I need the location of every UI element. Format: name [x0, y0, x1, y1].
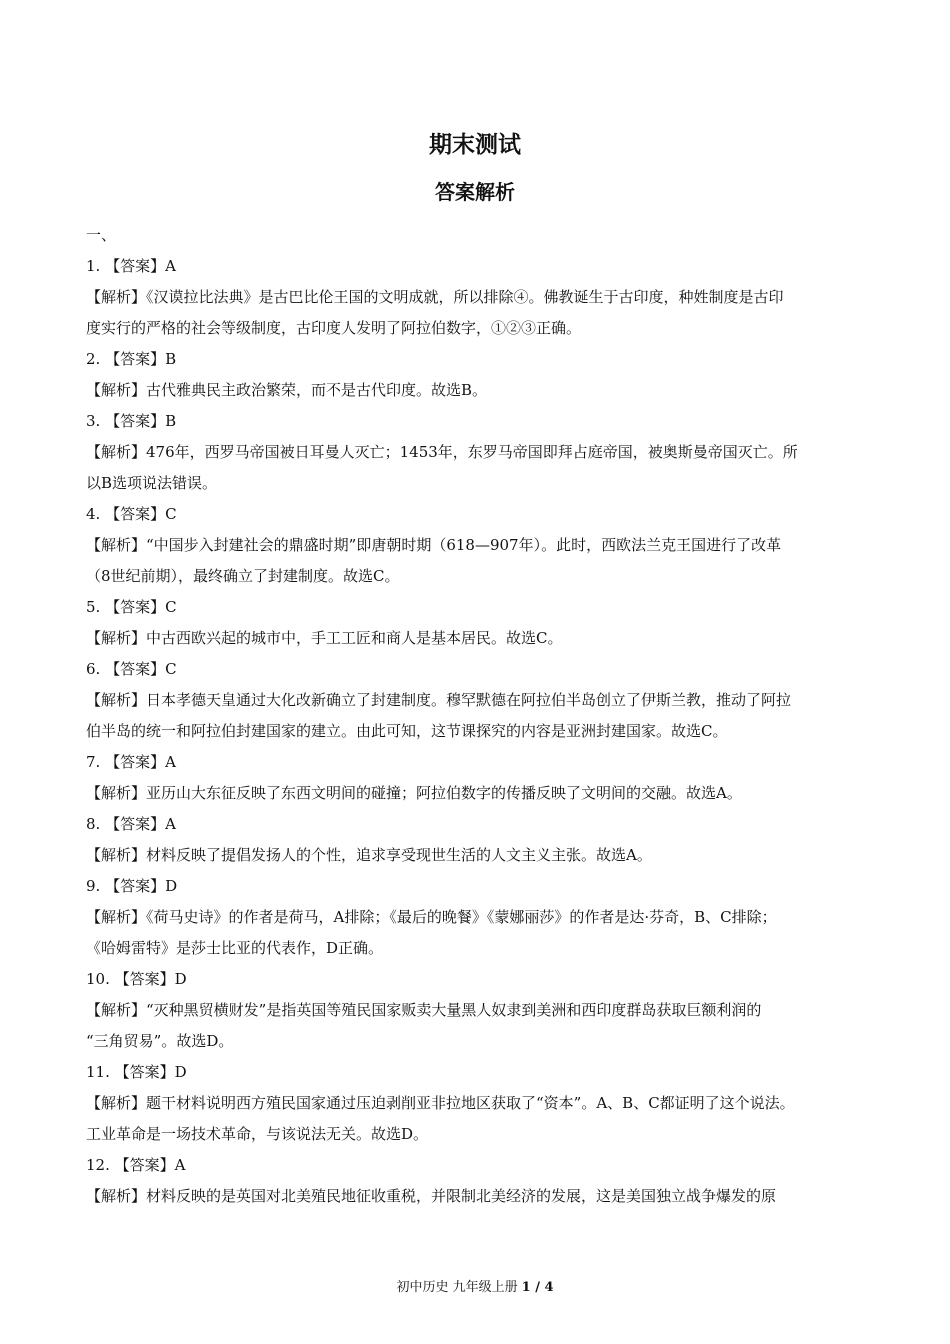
page-title: 期末测试: [429, 132, 521, 158]
answer-line: 4. 【答案】C: [86, 505, 177, 523]
analysis-line: 【解析】《荷马史诗》的作者是荷马，A排除；《最后的晚餐》《蒙娜丽莎》的作者是达·芬奇，B、C排除；: [86, 908, 777, 926]
answer-line: 8. 【答案】A: [86, 815, 176, 833]
answer-line: 11. 【答案】D: [86, 1063, 187, 1081]
analysis-line: 【解析】材料反映了提倡发扬人的个性，追求享受现世生活的人文主义主张。故选A。: [86, 846, 652, 864]
answer-line: 7. 【答案】A: [86, 753, 176, 771]
answer-body: [86, 220, 866, 1212]
analysis-line: 【解析】476年，西罗马帝国被日耳曼人灭亡；1453年，东罗马帝国即拜占庭帝国，被奥斯曼帝国灭亡。所: [86, 443, 798, 461]
analysis-line: 【解析】“灭种黑贸横财发”是指英国等殖民国家贩卖大量黑人奴隶到美洲和西印度群岛获取巨额利润的: [86, 1001, 762, 1019]
footer-course: 初中历史 九年级上册: [396, 1280, 518, 1295]
analysis-line: 【解析】古代雅典民主政治繁荣，而不是古代印度。故选B。: [86, 381, 488, 399]
section-label: 一、: [86, 226, 117, 244]
answer-line: 3. 【答案】B: [86, 412, 177, 430]
answer-line: 12. 【答案】A: [86, 1156, 186, 1174]
answer-line: 5. 【答案】C: [86, 598, 177, 616]
page-number: 1 / 4: [521, 1280, 554, 1295]
analysis-line: 【解析】《汉谟拉比法典》是古巴比伦王国的文明成就，所以排除④。佛教诞生于古印度，种姓制度是古印: [86, 288, 784, 306]
answer-line: 9. 【答案】D: [86, 877, 178, 895]
analysis-line: “三角贸易”。故选D。: [86, 1032, 234, 1050]
answer-line: 6. 【答案】C: [86, 660, 177, 678]
analysis-line: （8世纪前期），最终确立了封建制度。故选C。: [86, 567, 400, 585]
answer-line: 1. 【答案】A: [86, 257, 176, 275]
analysis-line: 【解析】题干材料说明西方殖民国家通过压迫剥削亚非拉地区获取了“资本”。A、B、C都证明了这个说法。: [86, 1094, 795, 1112]
answer-line: 2. 【答案】B: [86, 350, 177, 368]
page-footer: [0, 1276, 950, 1295]
analysis-line: 《哈姆雷特》是莎士比亚的代表作，D正确。: [86, 939, 384, 957]
analysis-line: 度实行的严格的社会等级制度，古印度人发明了阿拉伯数字，①②③正确。: [86, 319, 582, 337]
analysis-line: 【解析】亚历山大东征反映了东西文明间的碰撞；阿拉伯数字的传播反映了文明间的交融。故选A。: [86, 784, 742, 802]
answer-line: 10. 【答案】D: [86, 970, 187, 988]
analysis-line: 工业革命是一场技术革命，与该说法无关。故选D。: [86, 1125, 429, 1143]
page-subtitle: 答案解析: [435, 180, 515, 204]
analysis-line: 【解析】“中国步入封建社会的鼎盛时期”即唐朝时期（618—907年）。此时，西欧法兰克王国进行了改革: [86, 536, 782, 554]
analysis-line: 【解析】中古西欧兴起的城市中，手工工匠和商人是基本居民。故选C。: [86, 629, 563, 647]
analysis-line: 【解析】日本孝德天皇通过大化改新确立了封建制度。穆罕默德在阿拉伯半岛创立了伊斯兰教，推动了阿拉: [86, 691, 792, 709]
analysis-line: 伯半岛的统一和阿拉伯封建国家的建立。由此可知，这节课探究的内容是亚洲封建国家。故选C。: [86, 722, 728, 740]
analysis-line: 以B选项说法错误。: [86, 474, 218, 492]
analysis-line: 【解析】材料反映的是英国对北美殖民地征收重税，并限制北美经济的发展，这是美国独立战争爆发的原: [86, 1187, 777, 1205]
